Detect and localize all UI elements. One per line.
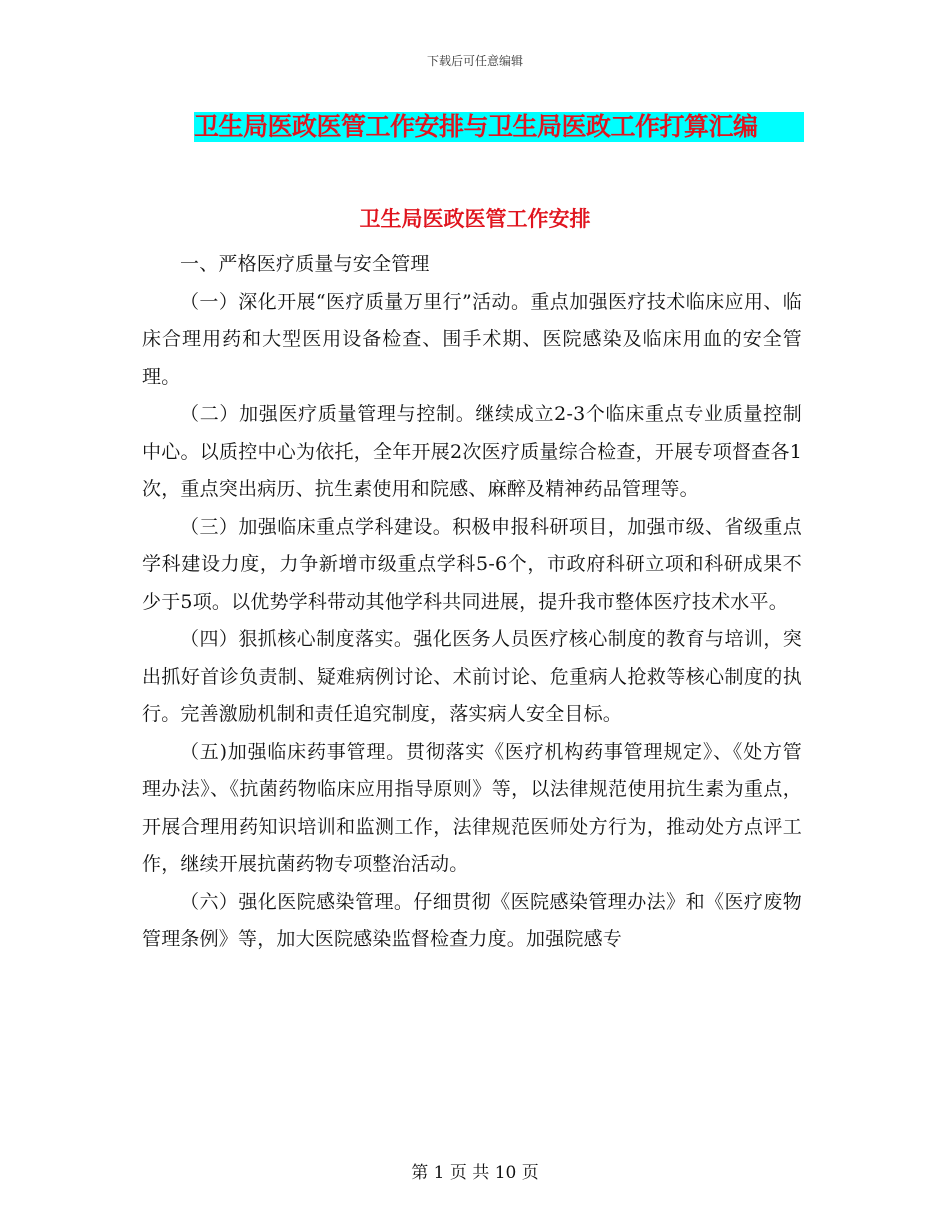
section-title: 卫生局医政医管工作安排 — [359, 206, 591, 231]
paragraph-item-1: （一）深化开展“医疗质量万里行”活动。重点加强医疗技术临床应用、临床合理用药和大型医用设备检查、围手术期、医院感染及临床用血的安全管理。 — [142, 290, 802, 388]
paragraph-item-4: （四）狠抓核心制度落实。强化医务人员医疗核心制度的教育与培训，突出抓好首诊负责制、疑难病例讨论、术前讨论、危重病人抢救等核心制度的执行。完善激励机制和责任追究制度，落实病人安全目标。 — [142, 628, 802, 725]
paragraph-heading-1: 一、严格医疗质量与安全管理 — [180, 253, 430, 275]
paragraph-item-2: （二）加强医疗质量管理与控制。继续成立2-3个临床重点专业质量控制中心。以质控中心为依托，全年开展2次医疗质量综合检查，开展专项督查各1次，重点突出病历、抗生素使用和院感、麻醉及精神药品管理等。 — [142, 403, 802, 500]
header-note: 下载后可任意编辑 — [426, 54, 523, 68]
paragraph-item-3: （三）加强临床重点学科建设。积极申报科研项目，加强市级、省级重点学科建设力度，力争新增市级重点学科5-6个，市政府科研立项和科研成果不少于5项。以优势学科带动其他学科共同进展，提升我市整体医疗技术水平。 — [142, 515, 802, 613]
document-main-title: 卫生局医政医管工作安排与卫生局医政工作打算汇编 — [194, 112, 804, 142]
document-body — [142, 246, 802, 959]
paragraph-item-5: （五)加强临床药事管理。贯彻落实《医疗机构药事管理规定》、《处方管理办法》、《抗菌药物临床应用指导原则》等，以法律规范使用抗生素为重点，开展合理用药知识培训和监测工作，法律规范医师处方行为，推动处方点评工作，继续开展抗菌药物专项整治活动。 — [142, 740, 802, 875]
paragraph-item-6: （六）强化医院感染管理。仔细贯彻《医院感染管理办法》和《医疗废物管理条例》等，加大医院感染监督检查力度。加强院感专 — [142, 890, 802, 950]
page-footer: 第 1 页 共 10 页 — [411, 1163, 539, 1183]
